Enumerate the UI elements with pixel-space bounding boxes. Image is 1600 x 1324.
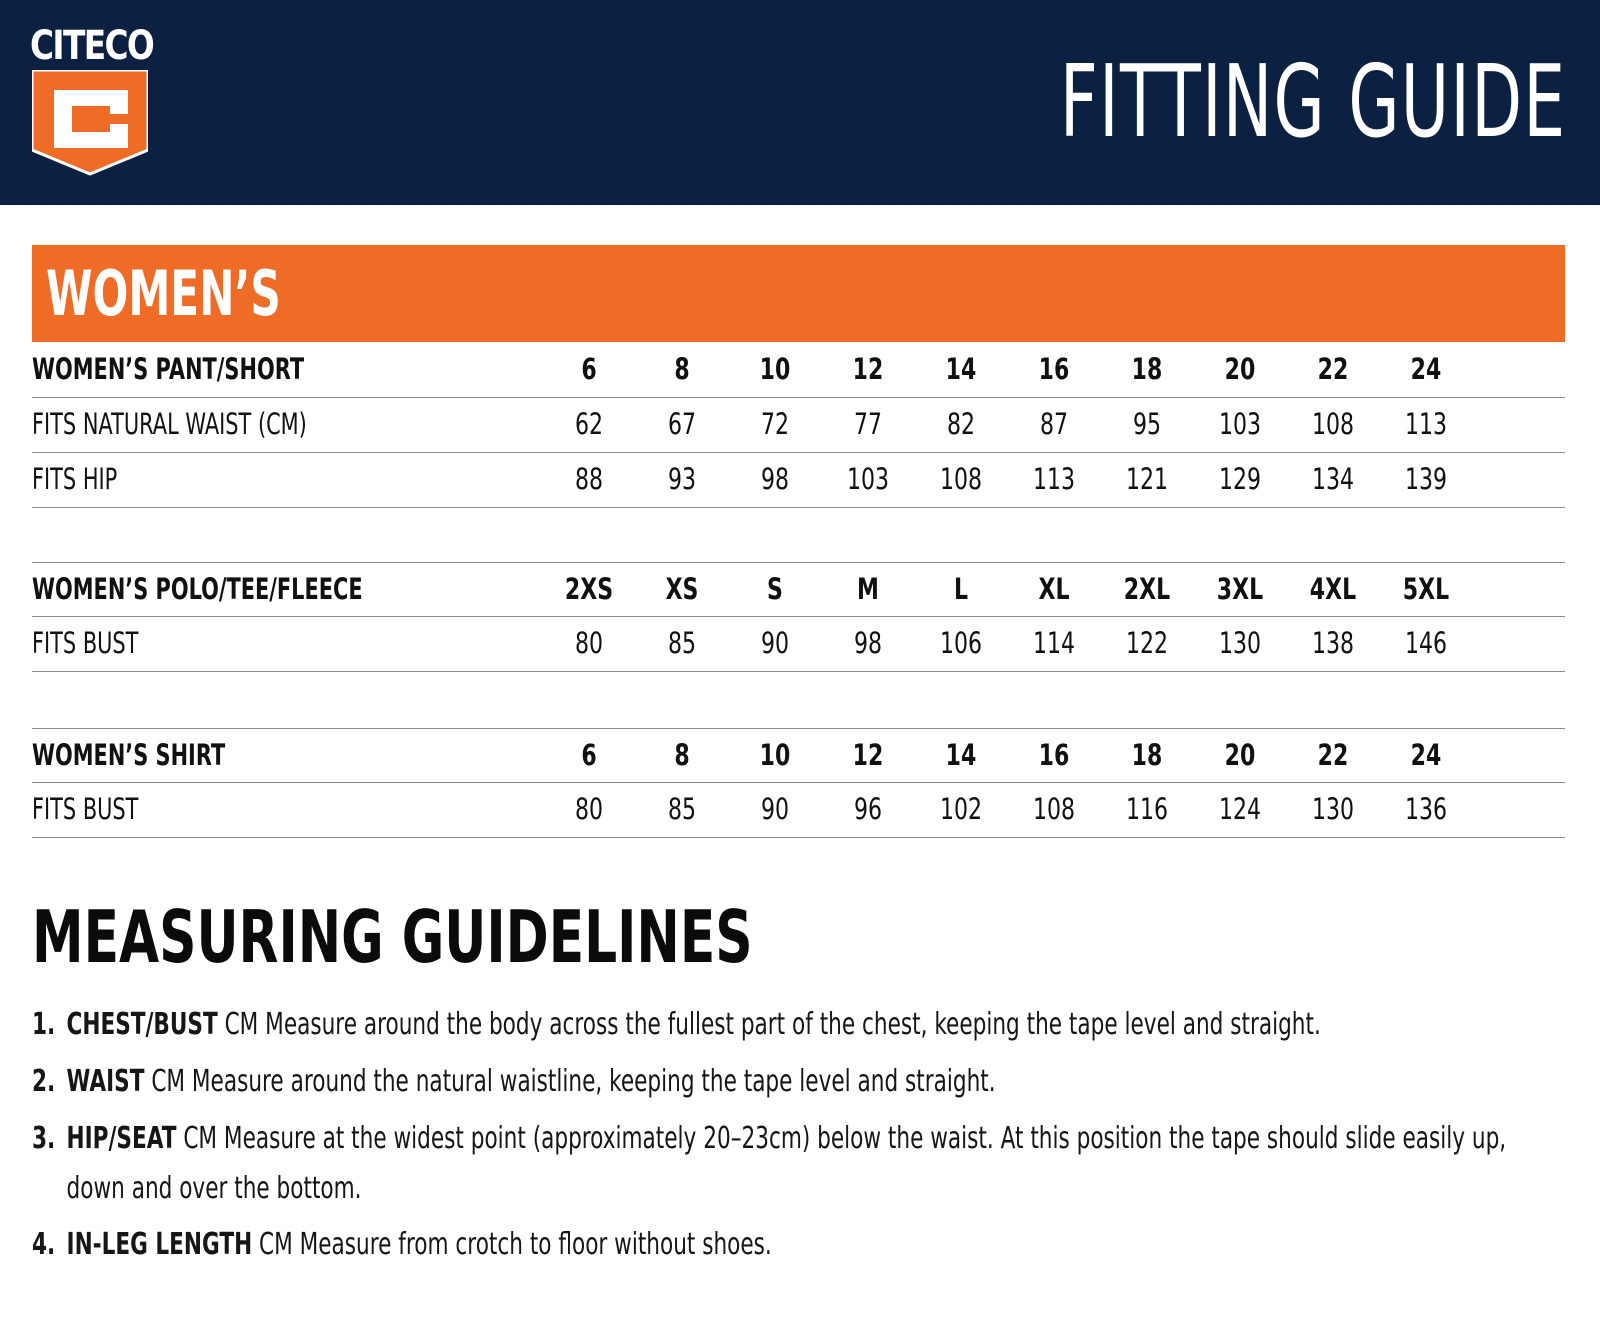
guideline-number: 4.	[32, 1227, 56, 1262]
size-cell: 20	[1224, 352, 1256, 386]
brand-name: CITECO	[30, 23, 154, 69]
value-cell: 88	[574, 462, 604, 496]
value-cell: 80	[574, 626, 604, 660]
value-cell: 130	[1218, 626, 1262, 660]
table-header-row	[32, 343, 1565, 398]
value-cell: 72	[760, 407, 790, 441]
guideline-text-continued: down and over the bottom.	[66, 1171, 362, 1206]
guideline-number: 1.	[32, 1007, 56, 1042]
value-cell: 130	[1311, 792, 1355, 826]
value-cell: 114	[1032, 626, 1076, 660]
size-cell: S	[767, 572, 783, 606]
guideline-number: 3.	[32, 1121, 56, 1156]
size-cell: 10	[759, 738, 791, 772]
value-cell: 116	[1125, 792, 1169, 826]
table-row	[32, 617, 1565, 672]
size-cell: 18	[1131, 352, 1163, 386]
value-cell: 108	[939, 462, 983, 496]
value-cell: 102	[939, 792, 983, 826]
section-bar	[32, 245, 1565, 342]
size-cell: 2XL	[1123, 572, 1171, 606]
value-cell: 138	[1311, 626, 1355, 660]
value-cell: 103	[1218, 407, 1262, 441]
table-header-label: WOMEN’S PANT/SHORT	[32, 352, 305, 386]
size-cell: L	[953, 572, 969, 606]
shield-c-icon	[32, 70, 148, 178]
value-cell: 67	[667, 407, 697, 441]
size-cell: 16	[1038, 352, 1070, 386]
value-cell: 113	[1404, 407, 1448, 441]
guideline-term: CHEST/BUST	[66, 1007, 218, 1042]
value-cell: 139	[1404, 462, 1448, 496]
value-cell: 108	[1032, 792, 1076, 826]
value-cell: 134	[1311, 462, 1355, 496]
value-cell: 136	[1404, 792, 1448, 826]
size-cell: 16	[1038, 738, 1070, 772]
value-cell: 93	[667, 462, 697, 496]
size-cell: 6	[581, 352, 597, 386]
size-cell: 12	[852, 738, 884, 772]
size-cell: M	[857, 572, 879, 606]
table-header-row	[32, 728, 1565, 783]
value-cell: 146	[1404, 626, 1448, 660]
size-cell: 20	[1224, 738, 1256, 772]
guideline-term: WAIST	[66, 1064, 145, 1099]
guideline-item	[32, 1114, 1544, 1214]
size-cell: 5XL	[1402, 572, 1450, 606]
value-cell: 82	[946, 407, 976, 441]
table-row	[32, 453, 1565, 508]
size-cell: 3XL	[1216, 572, 1264, 606]
value-cell: 90	[760, 626, 790, 660]
row-label: FITS NATURAL WAIST (CM)	[32, 407, 307, 441]
row-label: FITS BUST	[32, 626, 139, 660]
guidelines-title: MEASURING GUIDELINES	[32, 895, 753, 979]
value-cell: 129	[1218, 462, 1262, 496]
value-cell: 124	[1218, 792, 1262, 826]
size-cell: XS	[665, 572, 699, 606]
table-header-label: WOMEN’S POLO/TEE/FLEECE	[32, 572, 363, 606]
page-title: FITTING GUIDE	[1059, 43, 1566, 160]
row-label: FITS BUST	[32, 792, 139, 826]
size-cell: 14	[945, 738, 977, 772]
value-cell: 90	[760, 792, 790, 826]
size-cell: 4XL	[1309, 572, 1357, 606]
value-cell: 98	[853, 626, 883, 660]
size-cell: 24	[1410, 352, 1442, 386]
value-cell: 96	[853, 792, 883, 826]
value-cell: 113	[1032, 462, 1076, 496]
value-cell: 62	[574, 407, 604, 441]
size-cell: 8	[674, 352, 690, 386]
value-cell: 87	[1039, 407, 1069, 441]
value-cell: 122	[1125, 626, 1169, 660]
value-cell: 108	[1311, 407, 1355, 441]
value-cell: 121	[1125, 462, 1169, 496]
guideline-text: CM Measure around the natural waistline, keeping the tape level and straight.	[144, 1064, 996, 1099]
guideline-item	[32, 1000, 1544, 1050]
guideline-text: CM Measure from crotch to floor without shoes.	[252, 1227, 772, 1262]
size-cell: 22	[1317, 738, 1349, 772]
value-cell: 103	[846, 462, 890, 496]
guideline-item	[32, 1057, 1544, 1107]
table-row	[32, 783, 1565, 838]
section-title: WOMEN’S	[46, 257, 281, 330]
row-label: FITS HIP	[32, 462, 118, 496]
size-cell: 22	[1317, 352, 1349, 386]
guideline-term: HIP/SEAT	[66, 1121, 177, 1156]
value-cell: 95	[1132, 407, 1162, 441]
page-header	[0, 0, 1600, 205]
guideline-term: IN-LEG LENGTH	[66, 1227, 253, 1262]
table-header-label: WOMEN’S SHIRT	[32, 738, 226, 772]
size-cell: 24	[1410, 738, 1442, 772]
value-cell: 77	[853, 407, 883, 441]
value-cell: 106	[939, 626, 983, 660]
size-cell: 10	[759, 352, 791, 386]
size-cell: 6	[581, 738, 597, 772]
value-cell: 85	[667, 792, 697, 826]
brand-logo	[30, 22, 154, 177]
size-cell: 12	[852, 352, 884, 386]
guideline-item	[32, 1220, 1544, 1270]
value-cell: 85	[667, 626, 697, 660]
size-cell: 2XS	[564, 572, 614, 606]
value-cell: 80	[574, 792, 604, 826]
guideline-text: CM Measure at the widest point (approximately 20–23cm) below the waist. At this position the tape should slide easily up,	[176, 1121, 1507, 1156]
table-row	[32, 398, 1565, 453]
guideline-text: CM Measure around the body across the fullest part of the chest, keeping the tape level and straight.	[217, 1007, 1321, 1042]
table-header-row	[32, 562, 1565, 617]
value-cell: 98	[760, 462, 790, 496]
size-cell: XL	[1038, 572, 1070, 606]
size-cell: 18	[1131, 738, 1163, 772]
size-cell: 14	[945, 352, 977, 386]
guideline-number: 2.	[32, 1064, 56, 1099]
size-cell: 8	[674, 738, 690, 772]
